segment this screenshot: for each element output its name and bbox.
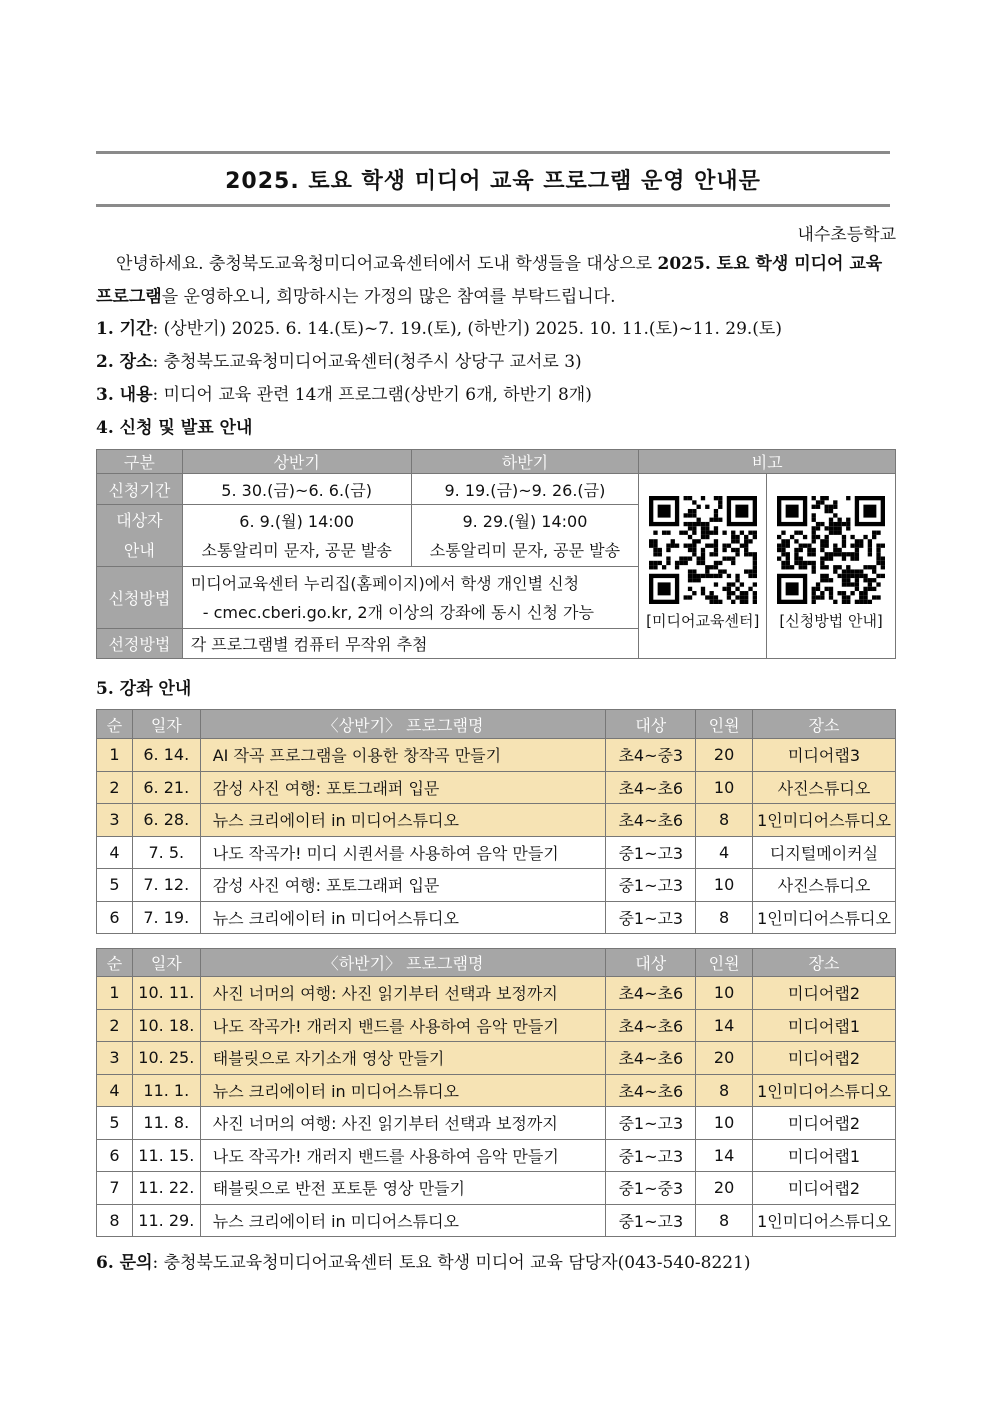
table-row <box>97 869 896 902</box>
cell-name: 감성 사진 여행: 포토그래퍼 입문 <box>200 771 606 804</box>
column-header-date: 일자 <box>132 949 200 977</box>
section-contact <box>96 1248 751 1273</box>
apply-notice-first <box>182 505 411 567</box>
cell-name: 나도 작곡가! 개러지 밴드를 사용하여 음악 만들기 <box>200 1139 606 1172</box>
cell-count: 10 <box>696 1107 753 1140</box>
section-period-text: : (상반기) 2025. 6. 14.(토)~7. 19.(토), (하반기) 2025. 10. 11.(토)~11. 29.(토) <box>152 319 782 339</box>
cell-place: 1인미디어스튜디오 <box>753 1204 896 1237</box>
cell-count: 14 <box>696 1009 753 1042</box>
apply-period-second: 9. 19.(금)~9. 26.(금) <box>411 474 639 505</box>
cell-no: 3 <box>97 1042 133 1075</box>
apply-header-note: 비고 <box>639 450 896 474</box>
cell-date: 7. 12. <box>132 869 200 902</box>
cell-no: 4 <box>97 1074 133 1107</box>
section-courses <box>96 674 191 699</box>
cell-date: 11. 8. <box>132 1107 200 1140</box>
section-contact-label: 6. 문의 <box>96 1253 153 1273</box>
section-place-text: : 충청북도교육청미디어교육센터(청주시 상당구 교서로 3) <box>152 352 582 372</box>
cell-target: 초4~초6 <box>606 771 696 804</box>
cell-name: 감성 사진 여행: 포토그래퍼 입문 <box>200 869 606 902</box>
cell-date: 11. 15. <box>132 1139 200 1172</box>
apply-selection: 각 프로그램별 컴퓨터 무작위 추첨 <box>182 629 639 659</box>
intro-pre: 안녕하세요. 충청북도교육청미디어교육센터에서 도내 학생들을 대상으로 <box>116 254 653 274</box>
cell-no: 6 <box>97 901 133 934</box>
cell-place: 사진스튜디오 <box>753 869 896 902</box>
section-apply <box>96 413 252 438</box>
cell-count: 8 <box>696 1204 753 1237</box>
section-period-label: 1. 기간 <box>96 319 153 339</box>
cell-date: 10. 18. <box>132 1009 200 1042</box>
cell-no: 8 <box>97 1204 133 1237</box>
cell-place: 미디어랩1 <box>753 1009 896 1042</box>
cell-no: 5 <box>97 869 133 902</box>
cell-name: 태블릿으로 반전 포토툰 영상 만들기 <box>200 1172 606 1205</box>
column-header-count: 인원 <box>696 949 753 977</box>
cell-place: 미디어랩2 <box>753 1172 896 1205</box>
cell-count: 10 <box>696 977 753 1010</box>
cell-date: 11. 22. <box>132 1172 200 1205</box>
section-apply-label: 4. 신청 및 발표 안내 <box>96 418 253 438</box>
apply-header-second: 하반기 <box>411 450 639 474</box>
apply-notice-second-date: 9. 29.(월) 14:00 <box>462 511 588 531</box>
section-content <box>96 380 592 405</box>
cell-name: 뉴스 크리에이터 in 미디어스튜디오 <box>200 901 606 934</box>
cell-count: 10 <box>696 869 753 902</box>
cell-no: 5 <box>97 1107 133 1140</box>
cell-count: 4 <box>696 836 753 869</box>
cell-no: 1 <box>97 977 133 1010</box>
table-row <box>97 804 896 837</box>
cell-target: 초4~초6 <box>606 1042 696 1075</box>
cell-place: 1인미디어스튜디오 <box>753 804 896 837</box>
qr-code-icon[interactable] <box>649 496 757 604</box>
cell-date: 10. 25. <box>132 1042 200 1075</box>
qr-cell-guide <box>767 474 896 659</box>
cell-name: 태블릿으로 자기소개 영상 만들기 <box>200 1042 606 1075</box>
cell-no: 4 <box>97 836 133 869</box>
cell-date: 6. 28. <box>132 804 200 837</box>
intro-paragraph <box>96 248 896 314</box>
cell-target: 중1~고3 <box>606 1204 696 1237</box>
cell-place: 디지털메이커실 <box>753 836 896 869</box>
cell-place: 미디어랩2 <box>753 1107 896 1140</box>
table-row <box>97 1204 896 1237</box>
cell-place: 1인미디어스튜디오 <box>753 901 896 934</box>
intro-bold: 2025. 토요 학생 미디어 교육 프로그램 <box>96 254 883 307</box>
cell-count: 20 <box>696 739 753 772</box>
courses-first-table <box>96 709 896 934</box>
cell-date: 10. 11. <box>132 977 200 1010</box>
apply-method-line2: - cmec.cberi.go.kr, 2개 이상의 강좌에 동시 신청 가능 <box>202 602 594 622</box>
section-contact-text: : 충청북도교육청미디어교육센터 토요 학생 미디어 교육 담당자(043-540-8221) <box>152 1253 751 1273</box>
table-row <box>97 977 896 1010</box>
section-period <box>96 314 782 339</box>
cell-date: 6. 14. <box>132 739 200 772</box>
table-row <box>97 901 896 934</box>
apply-notice-first-date: 6. 9.(월) 14:00 <box>239 511 355 531</box>
cell-no: 2 <box>97 1009 133 1042</box>
courses-second-table <box>96 948 896 1237</box>
cell-date: 11. 1. <box>132 1074 200 1107</box>
column-header-place: 장소 <box>753 710 896 739</box>
cell-date: 7. 19. <box>132 901 200 934</box>
section-content-label: 3. 내용 <box>96 385 153 405</box>
cell-no: 1 <box>97 739 133 772</box>
qr-caption-center: [미디어교육센터] <box>646 612 760 630</box>
cell-place: 미디어랩3 <box>753 739 896 772</box>
cell-no: 7 <box>97 1172 133 1205</box>
apply-notice-second <box>411 505 639 567</box>
cell-place: 미디어랩2 <box>753 1042 896 1075</box>
column-header-date: 일자 <box>132 710 200 739</box>
column-header-place: 장소 <box>753 949 896 977</box>
cell-count: 8 <box>696 804 753 837</box>
cell-place: 1인미디어스튜디오 <box>753 1074 896 1107</box>
cell-count: 8 <box>696 901 753 934</box>
cell-name: 뉴스 크리에이터 in 미디어스튜디오 <box>200 1074 606 1107</box>
apply-notice-second-method: 소통알리미 문자, 공문 발송 <box>429 540 621 560</box>
apply-table <box>96 449 896 659</box>
cell-target: 중1~고3 <box>606 1139 696 1172</box>
cell-count: 8 <box>696 1074 753 1107</box>
cell-target: 초4~초6 <box>606 1009 696 1042</box>
cell-name: 뉴스 크리에이터 in 미디어스튜디오 <box>200 804 606 837</box>
cell-place: 미디어랩1 <box>753 1139 896 1172</box>
cell-name: 나도 작곡가! 미디 시퀀서를 사용하여 음악 만들기 <box>200 836 606 869</box>
cell-date: 6. 21. <box>132 771 200 804</box>
cell-date: 7. 5. <box>132 836 200 869</box>
cell-target: 중1~고3 <box>606 901 696 934</box>
apply-label-method: 신청방법 <box>97 567 183 629</box>
cell-target: 초4~중3 <box>606 739 696 772</box>
qr-caption-guide: [신청방법 안내] <box>779 612 883 630</box>
apply-method-line1: 미디어교육센터 누리집(홈페이지)에서 학생 개인별 신청 <box>190 573 580 593</box>
column-header-target: 대상 <box>606 710 696 739</box>
table-row <box>97 1042 896 1075</box>
cell-name: AI 작곡 프로그램을 이용한 창작곡 만들기 <box>200 739 606 772</box>
cell-count: 20 <box>696 1042 753 1075</box>
cell-count: 20 <box>696 1172 753 1205</box>
cell-target: 초4~초6 <box>606 1074 696 1107</box>
cell-date: 11. 29. <box>132 1204 200 1237</box>
cell-place: 사진스튜디오 <box>753 771 896 804</box>
table-row <box>97 1009 896 1042</box>
cell-no: 3 <box>97 804 133 837</box>
section-content-text: : 미디어 교육 관련 14개 프로그램(상반기 6개, 하반기 8개) <box>152 385 592 405</box>
apply-label-period: 신청기간 <box>97 474 183 505</box>
apply-header-first: 상반기 <box>182 450 411 474</box>
table-row <box>97 1139 896 1172</box>
section-courses-label: 5. 강좌 안내 <box>96 679 192 699</box>
apply-notice-first-method: 소통알리미 문자, 공문 발송 <box>201 540 392 560</box>
section-place <box>96 347 582 372</box>
school-name: 내수초등학교 <box>797 225 896 245</box>
table-row <box>97 1074 896 1107</box>
cell-name: 나도 작곡가! 개러지 밴드를 사용하여 음악 만들기 <box>200 1009 606 1042</box>
table-row <box>97 836 896 869</box>
cell-name: 사진 너머의 여행: 사진 읽기부터 선택과 보정까지 <box>200 977 606 1010</box>
cell-target: 중1~고3 <box>606 1107 696 1140</box>
column-header-count: 인원 <box>696 710 753 739</box>
column-header-no: 순 <box>97 710 133 739</box>
cell-target: 중1~고3 <box>606 836 696 869</box>
column-header-target: 대상 <box>606 949 696 977</box>
cell-name: 사진 너머의 여행: 사진 읽기부터 선택과 보정까지 <box>200 1107 606 1140</box>
table-row <box>97 771 896 804</box>
apply-method <box>182 567 639 629</box>
section-place-label: 2. 장소 <box>96 352 153 372</box>
cell-place: 미디어랩2 <box>753 977 896 1010</box>
cell-target: 중1~고3 <box>606 869 696 902</box>
table-row <box>97 1107 896 1140</box>
column-header-no: 순 <box>97 949 133 977</box>
cell-no: 2 <box>97 771 133 804</box>
cell-target: 중1~중3 <box>606 1172 696 1205</box>
apply-period-first: 5. 30.(금)~6. 6.(금) <box>182 474 411 505</box>
page-title: 2025. 토요 학생 미디어 교육 프로그램 운영 안내문 <box>225 168 761 194</box>
apply-header-gubun: 구분 <box>97 450 183 474</box>
table-row <box>97 739 896 772</box>
column-header-name: 〈하반기〉 프로그램명 <box>200 949 606 977</box>
intro-post: 을 운영하오니, 희망하시는 가정의 많은 참여를 부탁드립니다. <box>161 287 616 307</box>
apply-label-notice: 대상자 안내 <box>97 505 183 567</box>
apply-label-selection: 선정방법 <box>97 629 183 659</box>
cell-target: 초4~초6 <box>606 977 696 1010</box>
column-header-name: 〈상반기〉 프로그램명 <box>200 710 606 739</box>
cell-count: 10 <box>696 771 753 804</box>
title-box <box>96 151 890 207</box>
cell-count: 14 <box>696 1139 753 1172</box>
qr-cell-center <box>639 474 767 659</box>
cell-no: 6 <box>97 1139 133 1172</box>
qr-code-icon[interactable] <box>777 496 885 604</box>
cell-target: 초4~초6 <box>606 804 696 837</box>
table-row <box>97 1172 896 1205</box>
cell-name: 뉴스 크리에이터 in 미디어스튜디오 <box>200 1204 606 1237</box>
